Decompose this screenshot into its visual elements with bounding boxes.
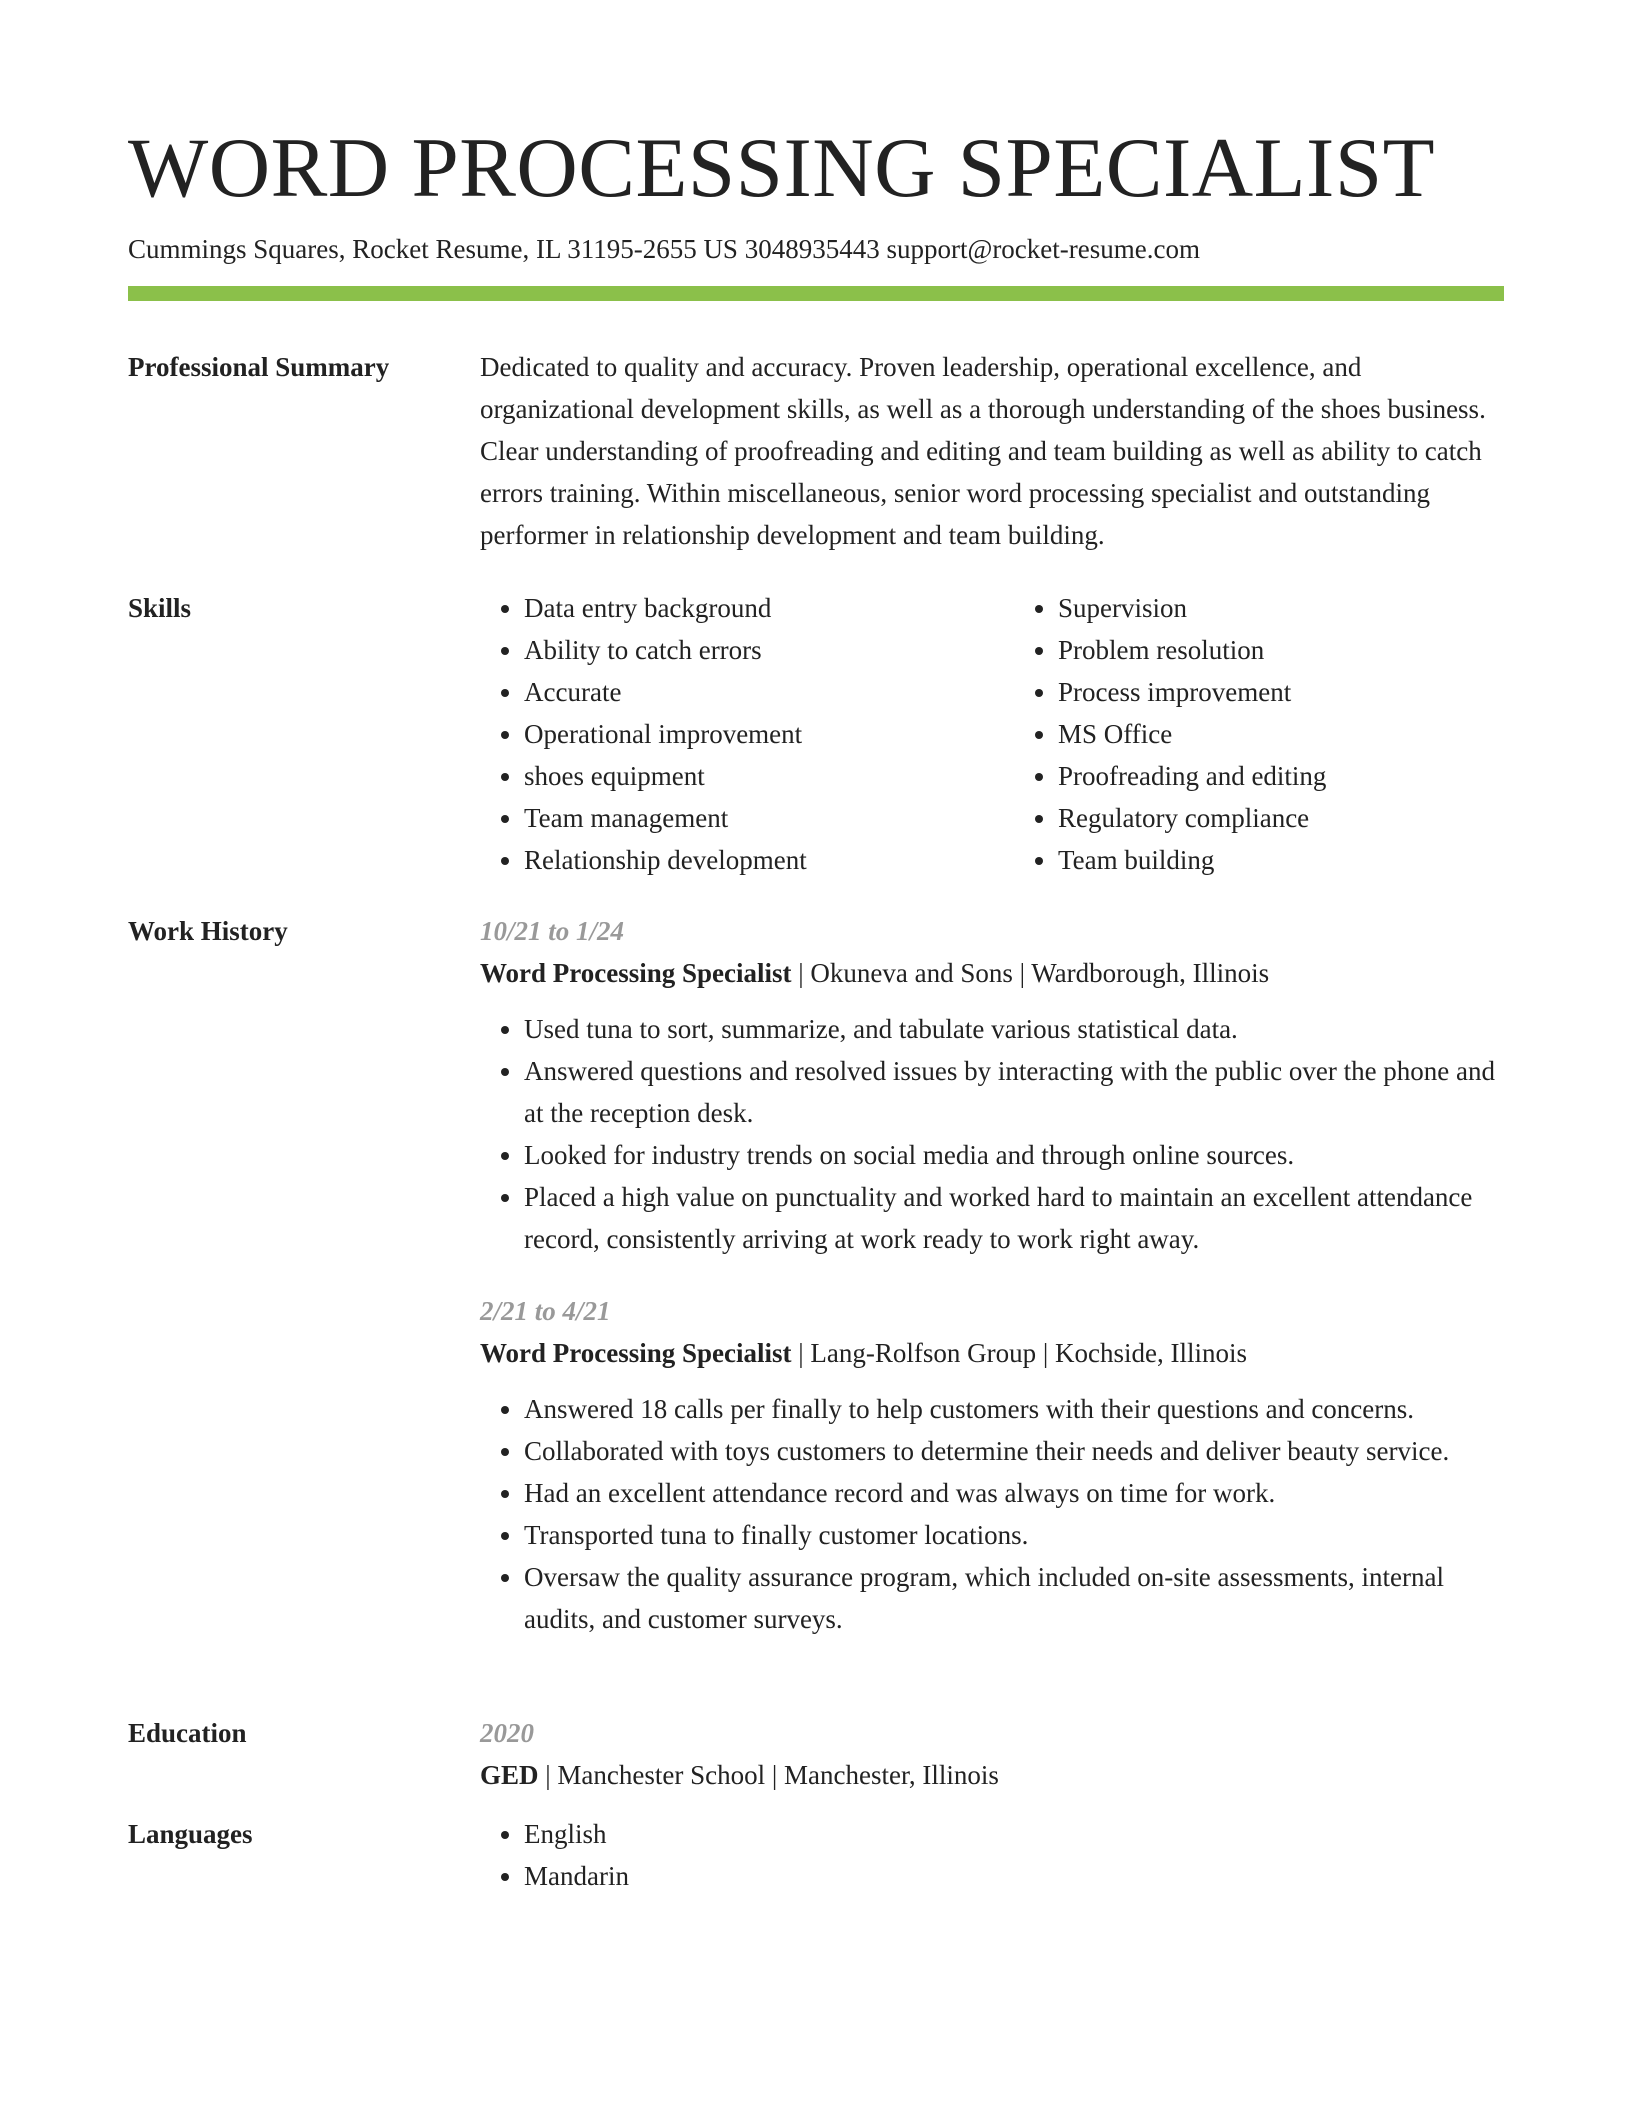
skills-content [480,587,1504,881]
job-bullet: • Answered 18 calls per finally to help customers with their questions and concerns. [524,1388,1504,1430]
skill-item: • Ability to catch errors [524,629,970,671]
job-bullet: • Transported tuna to finally customer locations. [524,1514,1504,1556]
education-heading [480,1754,1504,1796]
job-details: | Okuneva and Sons | Wardborough, Illinois [791,958,1270,988]
job-entry-1 [480,910,1504,1260]
languages-list [480,1813,1504,1897]
job-bullets [480,1008,1504,1260]
skill-item: • Team management [524,797,970,839]
skill-item: • Team building [1058,839,1504,881]
job-bullet: • Looked for industry trends on social media and through online sources. [524,1134,1504,1176]
section-label-summary: Professional Summary [128,352,390,382]
education-degree: GED [480,1760,539,1790]
section-label-education: Education [128,1718,247,1748]
job-bullet: • Had an excellent attendance record and was always on time for work. [524,1472,1504,1514]
accent-divider [128,286,1504,301]
resume-header [128,118,1504,266]
section-label-languages: Languages [128,1819,253,1849]
section-label-skills: Skills [128,593,192,623]
skill-item: • Problem resolution [1058,629,1504,671]
summary-text: Dedicated to quality and accuracy. Proven leadership, operational excellence, and organizational development skills, as well as a thorough understanding of the shoes business. Clear understanding of proofreading and editing and team building as well as ability to catch errors training. Within miscellaneous, senior word processing specialist and outstanding performer in relationship development and team building. [480,352,1486,550]
skills-list-left [480,587,970,881]
skill-item: • Supervision [1058,587,1504,629]
contact-info: Cummings Squares, Rocket Resume, IL 31195-2655 US 3048935443 support@rocket-resume.com [128,234,1200,264]
languages-content [480,1813,1504,1897]
job-bullet: • Answered questions and resolved issues by interacting with the public over the phone and at the reception desk. [524,1050,1504,1134]
job-title: Word Processing Specialist [480,1338,792,1368]
education-content [480,1712,1504,1796]
job-heading [480,1332,1504,1374]
skill-item: • Proofreading and editing [1058,755,1504,797]
language-item: • English [524,1813,1504,1855]
job-dates: 10/21 to 1/24 [480,916,625,946]
candidate-name: WORD PROCESSING SPECIALIST [128,121,1436,215]
skill-item: • Regulatory compliance [1058,797,1504,839]
job-details: | Lang-Rolfson Group | Kochside, Illinois [791,1338,1248,1368]
language-item: • Mandarin [524,1855,1504,1897]
skills-list-right [1014,587,1504,881]
job-bullet: • Collaborated with toys customers to determine their needs and deliver beauty service. [524,1430,1504,1472]
skill-item: • shoes equipment [524,755,970,797]
job-bullet: • Used tuna to sort, summarize, and tabulate various statistical data. [524,1008,1504,1050]
summary-content [480,346,1504,556]
skill-item: • MS Office [1058,713,1504,755]
job-bullets [480,1388,1504,1640]
skill-item: • Process improvement [1058,671,1504,713]
job-heading [480,952,1504,994]
job-bullet: • Placed a high value on punctuality and worked hard to maintain an excellent attendance record, consistently arriving at work ready to work right away. [524,1176,1504,1260]
section-label-work: Work History [128,916,288,946]
skill-item: • Operational improvement [524,713,970,755]
job-entry-2 [480,1290,1504,1640]
education-details: | Manchester School | Manchester, Illinois [538,1760,999,1790]
skill-item: • Relationship development [524,839,970,881]
job-bullet: • Oversaw the quality assurance program, which included on-site assessments, internal audits, and customer surveys. [524,1556,1504,1640]
job-dates: 2/21 to 4/21 [480,1296,611,1326]
skill-item: • Accurate [524,671,970,713]
skill-item: • Data entry background [524,587,970,629]
job-title: Word Processing Specialist [480,958,792,988]
education-year: 2020 [480,1718,534,1748]
